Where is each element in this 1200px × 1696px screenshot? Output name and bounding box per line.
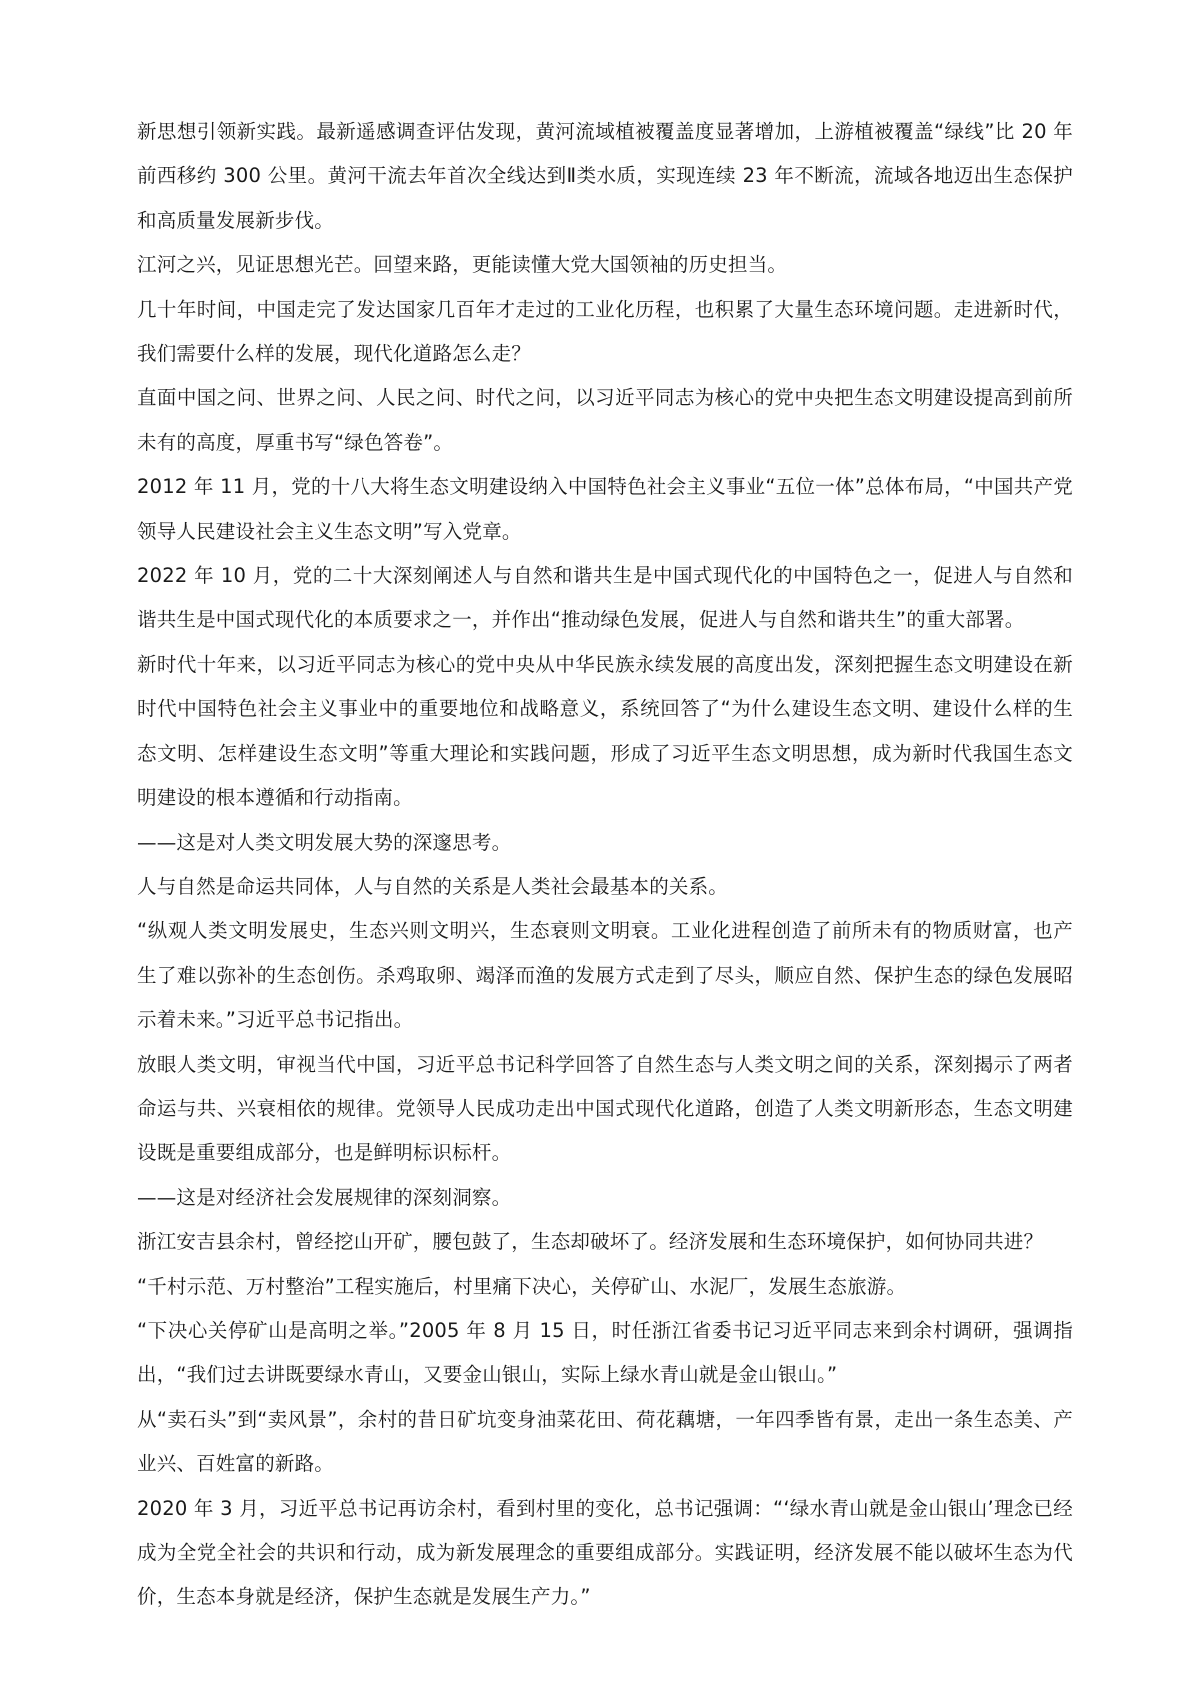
quote-paragraph: “纵观人类文明发展史，生态兴则文明兴，生态衰则文明衰。工业化进程创造了前所未有的物质财富，也产生了难以弥补的生态创伤。杀鸡取卵、竭泽而渔的发展方式走到了尽头，顺应自然、保护生态的绿色发展昭示着未来。”习近平总书记指出。 — [137, 919, 1073, 1032]
paragraph: 浙江安吉县余村，曾经挖山开矿，腰包鼓了，生态却破坏了。经济发展和生态环境保护，如何协同共进？ — [137, 1230, 1044, 1254]
paragraph: 从“卖石头”到“卖风景”，余村的昔日矿坑变身油菜花田、荷花藕塘，一年四季皆有景，走出一条生态美、产业兴、百姓富的新路。 — [137, 1407, 1073, 1476]
paragraph: 几十年时间，中国走完了发达国家几百年才走过的工业化历程，也积累了大量生态环境问题。走进新时代，我们需要什么样的发展，现代化道路怎么走？ — [137, 297, 1073, 366]
paragraph: 新思想引领新实践。最新遥感调查评估发现，黄河流域植被覆盖度显著增加，上游植被覆盖“绿线”比 20 年前西移约 300 公里。黄河干流去年首次全线达到Ⅱ类水质，实现连续 23 年不断流，流域各地迈出生态保护和高质量发展新步伐。 — [137, 120, 1073, 232]
paragraph: 2022 年 10 月，党的二十大深刻阐述人与自然和谐共生是中国式现代化的中国特色之一，促进人与自然和谐共生是中国式现代化的本质要求之一，并作出“推动绿色发展，促进人与自然和谐共生”的重大部署。 — [137, 564, 1073, 632]
section-lead: ——这是对人类文明发展大势的深邃思考。 — [137, 830, 512, 854]
paragraph: 2012 年 11 月，党的十八大将生态文明建设纳入中国特色社会主义事业“五位一体”总体布局，“中国共产党领导人民建设社会主义生态文明”写入党章。 — [137, 475, 1073, 543]
quote-paragraph: “下决心关停矿山是高明之举。”2005 年 8 月 15 日，时任浙江省委书记习近平同志来到余村调研，强调指出，“我们过去讲既要绿水青山，又要金山银山，实际上绿水青山就是金山银山。” — [137, 1318, 1073, 1387]
paragraph: 新时代十年来，以习近平同志为核心的党中央从中华民族永续发展的高度出发，深刻把握生态文明建设在新时代中国特色社会主义事业中的重要地位和战略意义，系统回答了“为什么建设生态文明、建设什么样的生态文明、怎样建设生态文明”等重大理论和实践问题，形成了习近平生态文明思想，成为新时代我国生态文明建设的根本遵循和行动指南。 — [137, 652, 1073, 810]
paragraph: 放眼人类文明，审视当代中国，习近平总书记科学回答了自然生态与人类文明之间的关系，深刻揭示了两者命运与共、兴衰相依的规律。党领导人民成功走出中国式现代化道路，创造了人类文明新形态，生态文明建设既是重要组成部分，也是鲜明标识标杆。 — [137, 1052, 1073, 1165]
section-lead: ——这是对经济社会发展规律的深刻洞察。 — [137, 1185, 512, 1209]
article-body — [137, 110, 1073, 1620]
quote-paragraph: “千村示范、万村整治”工程实施后，村里痛下决心，关停矿山、水泥厂，发展生态旅游。 — [137, 1274, 907, 1298]
paragraph: 江河之兴，见证思想光芒。回望来路，更能读懂大党大国领袖的历史担当。 — [137, 253, 788, 277]
paragraph: 2020 年 3 月，习近平总书记再访余村，看到村里的变化，总书记强调：“‘绿水青山就是金山银山’理念已经成为全党全社会的共识和行动，成为新发展理念的重要组成部分。实践证明，经济发展不能以破坏生态为代价，生态本身就是经济，保护生态就是发展生产力。” — [137, 1496, 1073, 1609]
paragraph: 人与自然是命运共同体，人与自然的关系是人类社会最基本的关系。 — [137, 874, 729, 898]
paragraph: 直面中国之问、世界之问、人民之问、时代之问，以习近平同志为核心的党中央把生态文明建设提高到前所未有的高度，厚重书写“绿色答卷”。 — [137, 386, 1073, 454]
